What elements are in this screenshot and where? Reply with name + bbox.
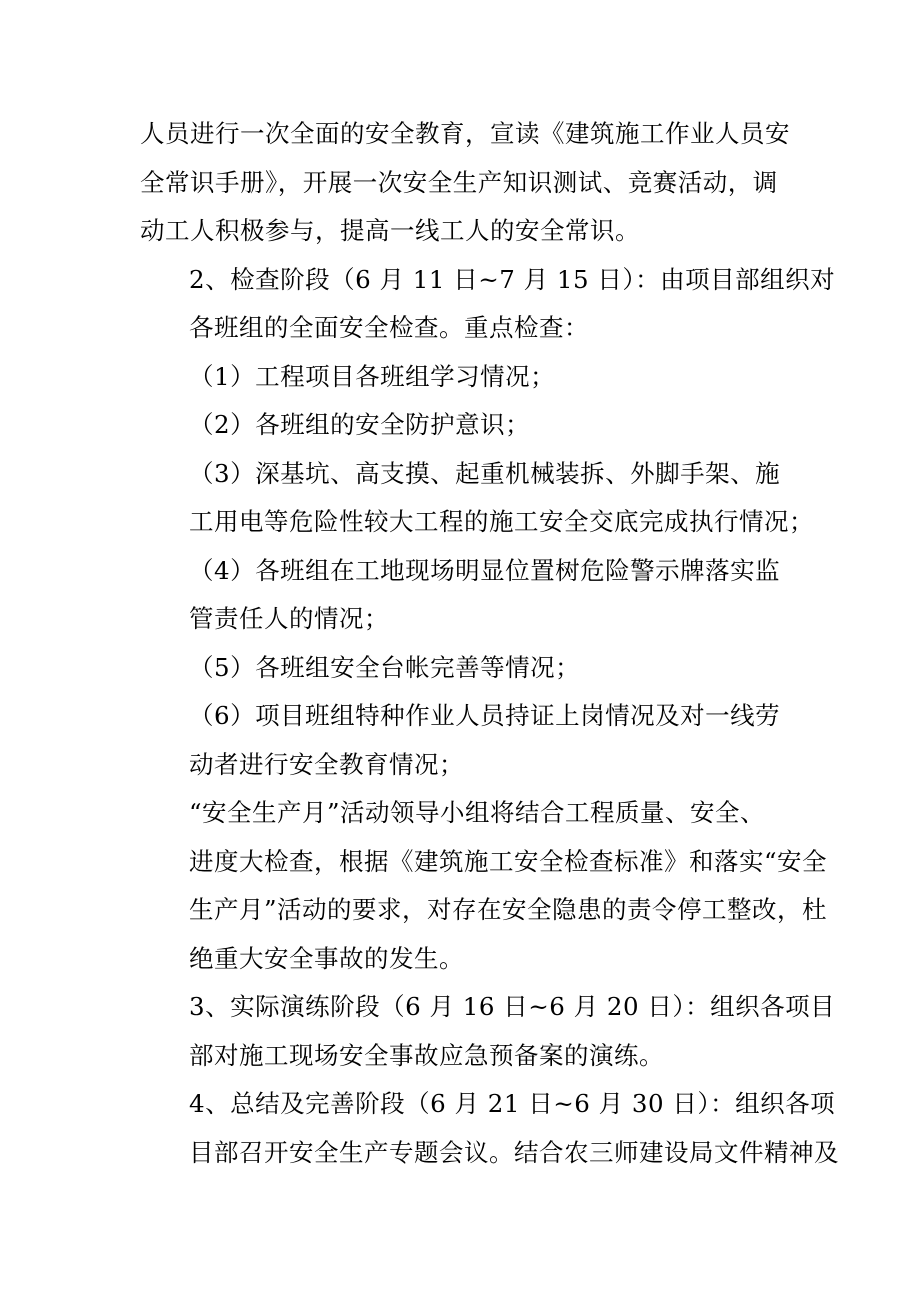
text-line: 动工人积极参与，提高一线工人的安全常识。 xyxy=(140,216,640,245)
paragraph-summary-stage xyxy=(140,1080,839,1177)
text-line: 部对施工现场安全事故应急预备案的演练。 xyxy=(189,1040,664,1070)
text-line: 管责任人的情况； xyxy=(189,604,389,633)
text-line: （1）工程项目各班组学习情况； xyxy=(189,361,556,391)
text-line: 工用电等危险性较大工程的施工安全交底完成执行情况； xyxy=(189,507,814,536)
text-line: 进度大检查，根据《建筑施工安全检查标准》和落实“安全 xyxy=(189,846,828,876)
text-line: 全常识手册》，开展一次安全生产知识测试、竞赛活动，调 xyxy=(140,167,778,197)
list-item-inspection-5 xyxy=(140,644,782,693)
text-line: （5）各班组安全台帐完善等情况； xyxy=(189,652,581,682)
text-line: 3、实际演练阶段（6 月 16 日~6 月 20 日）：组织各项目 xyxy=(189,992,836,1021)
text-line: 2、检查阶段（6 月 11 日~7 月 15 日）：由项目部组织对 xyxy=(189,264,836,294)
text-line: 4、总结及完善阶段（6 月 21 日~6 月 30 日）：组织各项 xyxy=(189,1089,836,1118)
list-item-inspection-2 xyxy=(140,401,782,450)
text-line: 人员进行一次全面的安全教育，宣读《建筑施工作业人员安 xyxy=(140,119,790,148)
text-line: 各班组的全面安全检查。重点检查： xyxy=(189,313,589,342)
text-line: （4）各班组在工地现场明显位置树危险警示牌落实监 xyxy=(189,555,781,585)
text-line: （2）各班组的安全防护意识； xyxy=(189,410,531,439)
paragraph-safety-month-leadership xyxy=(140,789,828,983)
list-item-inspection-6 xyxy=(140,692,782,789)
paragraph-inspection-stage xyxy=(140,256,836,353)
text-line: “安全生产月”活动领导小组将结合工程质量、安全、 xyxy=(189,798,766,827)
list-item-inspection-4 xyxy=(140,547,782,644)
text-line: 动者进行安全教育情况； xyxy=(189,749,464,779)
list-item-inspection-3 xyxy=(140,450,814,547)
paragraph-drill-stage xyxy=(140,983,836,1080)
text-line: 目部召开安全生产专题会议。结合农三师建设局文件精神及 xyxy=(189,1137,839,1167)
text-line: （3）深基坑、高支摸、起重机械装拆、外脚手架、施 xyxy=(189,458,781,488)
text-line: 生产月”活动的要求，对存在安全隐患的责令停工整改，杜 xyxy=(189,895,828,924)
text-line: 绝重大安全事故的发生。 xyxy=(189,943,464,973)
text-line: （6）项目班组特种作业人员持证上岗情况及对一线劳 xyxy=(189,701,781,730)
document-body xyxy=(140,110,839,1177)
paragraph-education-intro xyxy=(140,110,790,256)
list-item-inspection-1 xyxy=(140,353,782,402)
